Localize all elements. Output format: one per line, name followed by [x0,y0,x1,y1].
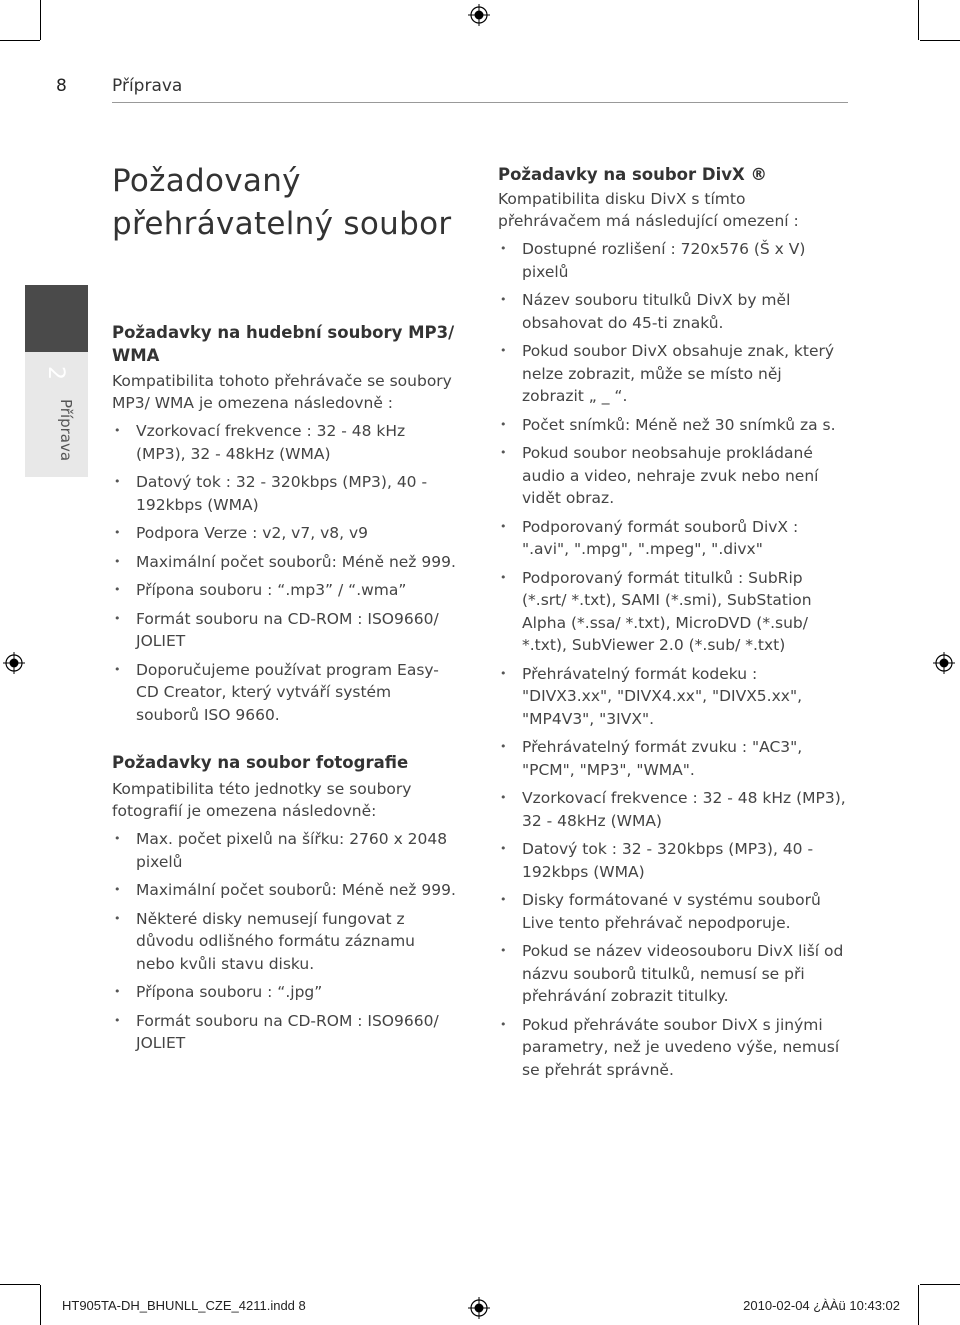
page-title-line1: Požadovaný [112,163,301,199]
right-column [498,163,848,1081]
spacer [112,726,457,751]
crop-mark [0,1284,40,1285]
list-item: • Vzorkovací frekvence : 32 - 48 kHz (MP3), 32 - 48kHz (WMA) [112,420,457,465]
list-item: • Datový tok : 32 - 320kbps (MP3), 40 - 192kbps (WMA) [112,471,457,516]
list-item: • Přípona souboru : “.jpg” [112,981,457,1004]
list-item: • Maximální počet souborů: Méně než 999. [112,879,457,902]
divx-list [498,238,848,1081]
registration-mark-icon [933,652,955,674]
crop-mark [0,40,40,41]
list-item: • Disky formátované v systému souborů Live tento přehrávač nepodporuje. [498,889,848,934]
crop-mark [40,0,41,40]
crop-mark [920,40,960,41]
footer-date: 2010-02-04 ¿ÀÀü 10:43:02 [743,1298,900,1313]
crop-mark [918,1285,919,1325]
crop-mark [918,0,919,40]
mp3-list [112,420,457,726]
mp3-intro: Kompatibilita tohoto přehrávače se soubory MP3/ WMA je omezena následovně : [112,372,452,412]
registration-mark-icon [468,1297,490,1319]
list-item: • Podpora Verze : v2, v7, v8, v9 [112,522,457,545]
list-item: • Maximální počet souborů: Méně než 999. [112,551,457,574]
page-number: 8 [56,76,67,96]
list-item: • Dostupné rozlišení : 720x576 (Š x V) pixelů [498,238,848,283]
chapter-label: Příprava [57,399,75,462]
spacer [112,246,457,321]
list-item: • Formát souboru na CD-ROM : ISO9660/ JOLIET [112,608,457,653]
list-item: • Doporučujeme používat program Easy-CD Creator, který vytváří systém souborů ISO 9660. [112,659,457,727]
list-item: • Pokud soubor neobsahuje prokládané audio a video, nehraje zvuk nebo není vidět obraz. [498,442,848,510]
list-item: • Přehrávatelný formát zvuku : "AC3", "PCM", "MP3", "WMA". [498,736,848,781]
photo-list [112,828,457,1055]
footer-file: HT905TA-DH_BHUNLL_CZE_4211.indd 8 [62,1298,306,1313]
list-item: • Podporovaný formát titulků : SubRip (*.srt/ *.txt), SAMI (*.smi), SubStation Alpha (*.ssa/ *.txt), MicroDVD (*.sub/ *.txt), SubViewer 2.0 (*.sub/ *.txt) [498,567,848,657]
list-item: • Formát souboru na CD-ROM : ISO9660/ JOLIET [112,1010,457,1055]
list-item: • Pokud soubor DivX obsahuje znak, který nelze zobrazit, může se místo něj zobrazit „ _ “. [498,340,848,408]
list-item: • Vzorkovací frekvence : 32 - 48 kHz (MP3), 32 - 48kHz (WMA) [498,787,848,832]
crop-mark [920,1284,960,1285]
mp3-heading: Požadavky na hudební soubory MP3/ WMA [112,323,455,365]
header-divider [112,102,848,103]
crop-mark [40,1285,41,1325]
list-item: • Max. počet pixelů na šířku: 2760 x 2048 pixelů [112,828,457,873]
divx-intro: Kompatibilita disku DivX s tímto přehrávačem má následující omezení : [498,190,799,230]
list-item: • Některé disky nemusejí fungovat z důvodu odlišného formátu záznamu nebo kvůli stavu disku. [112,908,457,976]
list-item: • Datový tok : 32 - 320kbps (MP3), 40 - 192kbps (WMA) [498,838,848,883]
list-item: • Název souboru titulků DivX by měl obsahovat do 45-ti znaků. [498,289,848,334]
list-item: • Pokud se název videosouboru DivX liší od názvu souborů titulků, nemusí se při přehrávání zobrazit titulky. [498,940,848,1008]
list-item: • Pokud přehráváte soubor DivX s jinými parametry, než je uvedeno výše, nemusí se přehrát správně. [498,1014,848,1082]
divx-heading: Požadavky na soubor DivX ® [498,165,767,184]
registration-mark-icon [468,4,490,26]
page-title-line2: přehrávatelný soubor [112,206,452,242]
left-column [112,160,457,1055]
list-item: • Podporovaný formát souborů DivX : ".avi", ".mpg", ".mpeg", ".divx" [498,516,848,561]
page-title [112,160,457,246]
running-header: Příprava [112,76,183,96]
list-item: • Přehrávatelný formát kodeku : "DIVX3.xx", "DIVX4.xx", "DIVX5.xx", "MP4V3", "3IVX". [498,663,848,731]
list-item: • Počet snímků: Méně než 30 snímků za s. [498,414,848,437]
chapter-tab-dark [25,285,88,352]
registration-mark-icon [3,652,25,674]
chapter-number: 2 [43,366,68,380]
list-item: • Přípona souboru : “.mp3” / “.wma” [112,579,457,602]
photo-intro: Kompatibilita této jednotky se soubory fotografií je omezena následovně: [112,780,412,820]
photo-heading: Požadavky na soubor fotografie [112,753,409,772]
